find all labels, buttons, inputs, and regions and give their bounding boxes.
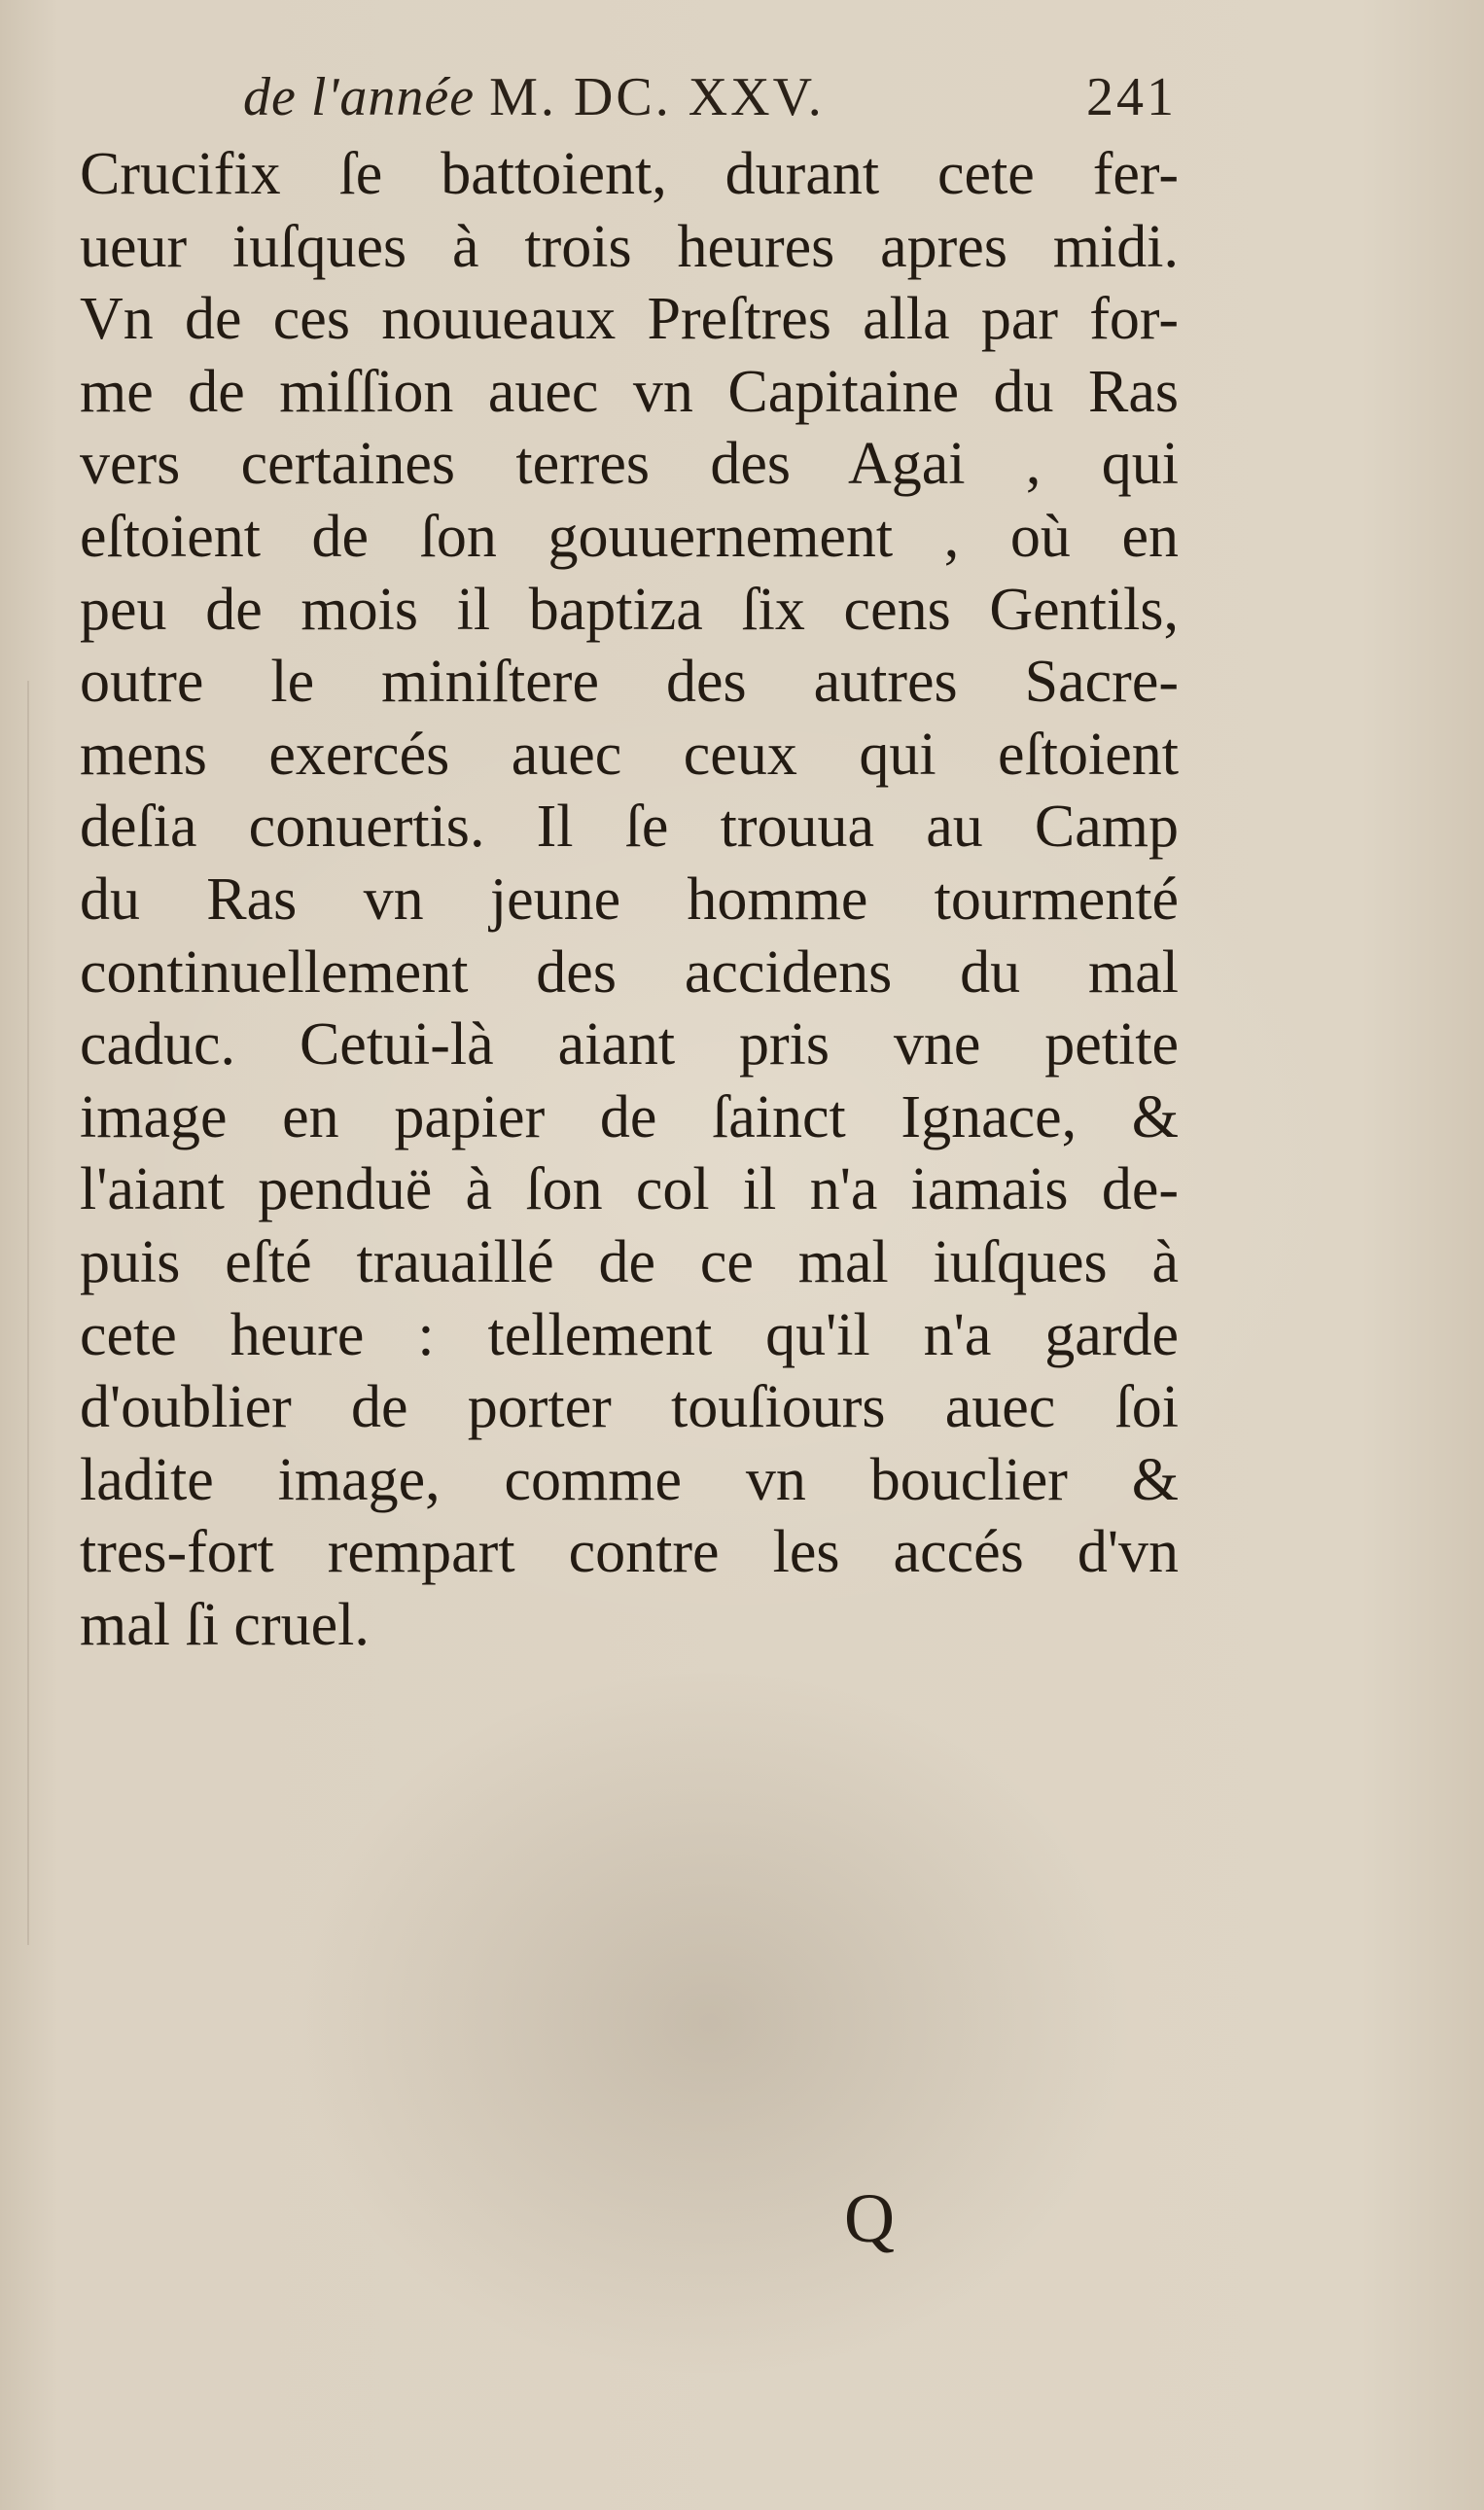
page-header xyxy=(243,66,1177,144)
text-line: puis eſté trauaillé de ce mal iuſques à xyxy=(80,1228,1179,1295)
text-line: outre le miniſtere des autres Sacre- xyxy=(80,649,1179,716)
text-line: du Ras vn jeune homme tourmenté xyxy=(80,866,1179,933)
catchword: Q xyxy=(844,2179,897,2257)
text-line: me de miſſion auec vn Capitaine du Ras xyxy=(80,358,1179,425)
text-line: caduc. Cetui-là aiant pris vne petite xyxy=(80,1011,1179,1078)
text-line: image en papier de ſainct Ignace, & xyxy=(80,1083,1179,1150)
text-line: vers certaines terres des Agai , qui xyxy=(80,431,1179,498)
text-line: continuellement des accidens du mal xyxy=(80,938,1179,1006)
text-line: tres-fort rempart contre les accés d'vn xyxy=(80,1519,1179,1586)
text-line: cete heure : tellement qu'il n'a garde xyxy=(80,1301,1179,1368)
text-line: Crucifix ſe battoient, durant cete fer- xyxy=(80,141,1179,207)
text-line: l'aiant penduë à ſon col il n'a iamais de- xyxy=(80,1156,1179,1223)
body-text xyxy=(80,138,1179,1661)
running-title-italic: de l'année xyxy=(243,67,476,127)
page-number: 241 xyxy=(1086,67,1177,127)
text-line: mal ſi cruel. xyxy=(80,1591,370,1658)
text-line: deſia conuertis. Il ſe trouua au Camp xyxy=(80,794,1179,861)
running-title-year: M. DC. XXV. xyxy=(489,67,825,127)
text-line: d'oublier de porter touſiours auec ſoi xyxy=(80,1374,1179,1441)
text-line: mens exercés auec ceux qui eſtoient xyxy=(80,721,1179,788)
text-line: eſtoient de ſon gouuernement , où en xyxy=(80,503,1179,570)
page-crease xyxy=(27,681,29,1945)
text-line: Vn de ces nouueaux Preſtres alla par for- xyxy=(80,286,1179,353)
running-title xyxy=(243,66,825,128)
text-line: ueur iuſques à trois heures apres midi. xyxy=(80,213,1179,280)
text-line: peu de mois il baptiza ſix cens Gentils, xyxy=(80,576,1179,643)
text-line: ladite image, comme vn bouclier & xyxy=(80,1446,1179,1513)
